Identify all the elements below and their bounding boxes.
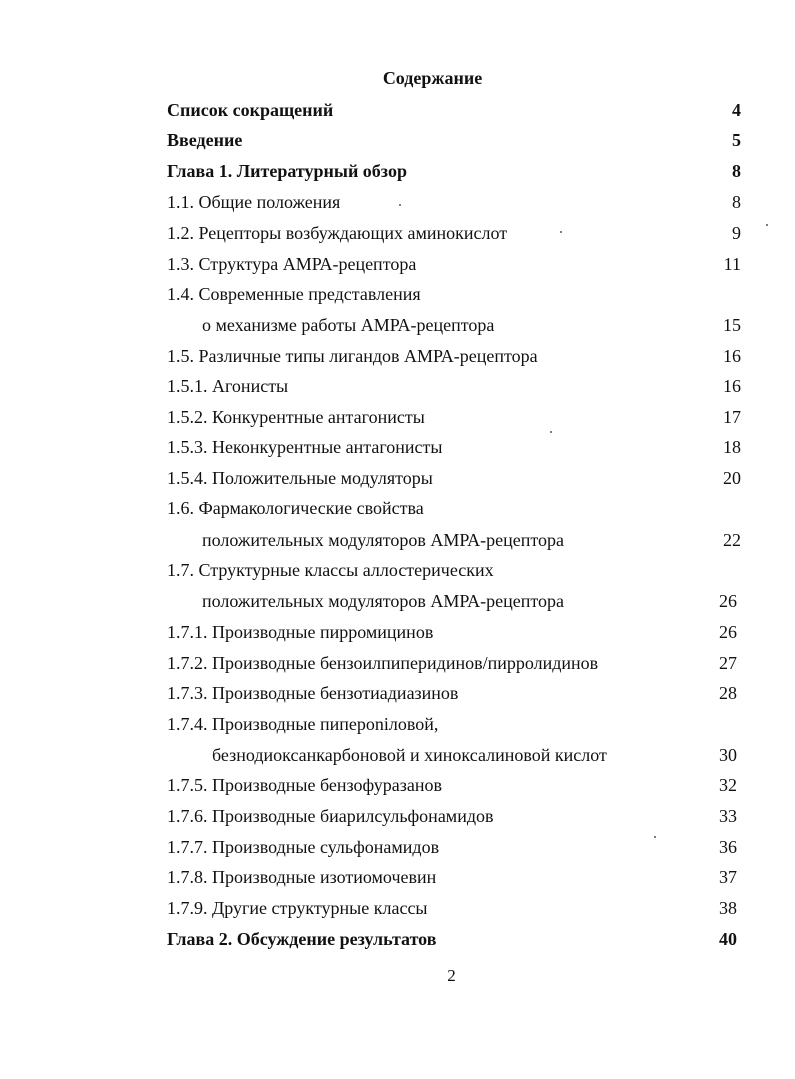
toc-entry-label: Глава 1. Литературный обзор — [167, 161, 407, 181]
toc-entry — [0, 344, 795, 368]
toc-entry-page: 36 — [719, 837, 737, 857]
toc-entry — [0, 221, 795, 245]
toc-entry — [0, 528, 795, 552]
toc-entry-label: 1.5.2. Конкурентные антагонисты — [167, 407, 425, 427]
toc-entry — [0, 374, 795, 398]
toc-entry-label: 1.7.2. Производные бензоилпиперидинов/пирролидинов — [167, 653, 599, 673]
toc-entry-page: 30 — [719, 745, 737, 765]
toc-entry-label: 1.3. Структура АМРА-рецептора — [167, 254, 417, 274]
toc-entry-page: 22 — [723, 530, 741, 550]
scan-speck — [654, 836, 656, 838]
toc-entry — [0, 804, 795, 828]
toc-entry-label: Список сокращений — [167, 100, 334, 120]
toc-entry-page: 20 — [723, 468, 741, 488]
toc-entry-label: 1.6. Фармакологические свойства — [167, 498, 424, 518]
toc-entry — [0, 282, 795, 306]
toc-entry-label: о механизме работы АМРА-рецептора — [202, 315, 495, 335]
toc-entry — [0, 435, 795, 459]
toc-entry — [0, 743, 795, 767]
scan-speck — [399, 204, 401, 206]
toc-entry-page: 16 — [723, 346, 741, 366]
toc-entry-label: положительных модуляторов АМРА-рецептора — [202, 530, 564, 550]
scan-speck — [766, 224, 768, 226]
toc-entry — [0, 927, 795, 951]
toc-entry-label: 1.1. Общие положения — [167, 192, 341, 212]
toc-entry-page: 17 — [723, 407, 741, 427]
toc-entry-label: 1.7.4. Производные пипероniловой, — [167, 714, 439, 734]
toc-entry-page: 11 — [723, 254, 741, 274]
toc-entry-page: 16 — [723, 376, 741, 396]
toc-entry-page: 40 — [719, 929, 737, 949]
toc-entry — [0, 865, 795, 889]
toc-entry — [0, 466, 795, 490]
toc-entry-label: 1.7.5. Производные бензофуразанов — [167, 775, 442, 795]
toc-entry — [0, 651, 795, 675]
toc-entry — [0, 496, 795, 520]
toc-entry — [0, 558, 795, 582]
toc-entry-page: 26 — [719, 591, 737, 611]
page-number: 2 — [447, 966, 456, 985]
toc-entry — [0, 620, 795, 644]
toc-entry — [0, 252, 795, 276]
toc-entry — [0, 313, 795, 337]
toc-entry — [0, 190, 795, 214]
toc-entry-page: 4 — [732, 100, 741, 120]
toc-entry — [0, 896, 795, 920]
toc-entry-label: 1.5. Различные типы лигандов АМРА-рецептора — [167, 346, 538, 366]
toc-entry-label: 1.7. Структурные классы аллостерических — [167, 560, 494, 580]
toc-entry-label: 1.5.1. Агонисты — [167, 376, 289, 396]
toc-entry-page: 27 — [719, 653, 737, 673]
toc-entry-page: 15 — [723, 315, 741, 335]
toc-entry — [0, 159, 795, 183]
toc-entry-label: Введение — [167, 130, 243, 150]
toc-entry — [0, 589, 795, 613]
toc-entry-page: 33 — [719, 806, 737, 826]
toc-entry-label: 1.2. Рецепторы возбуждающих аминокислот — [167, 223, 508, 243]
toc-entry — [0, 773, 795, 797]
toc-entry-page: 18 — [723, 437, 741, 457]
toc-entry-page: 37 — [719, 867, 737, 887]
scan-speck — [550, 431, 552, 433]
toc-entry-label: положительных модуляторов АМРА-рецептора — [202, 591, 564, 611]
toc-entry — [0, 128, 795, 152]
toc-entry-label: Глава 2. Обсуждение результатов — [167, 929, 437, 949]
toc-entry-page: 32 — [719, 775, 737, 795]
toc-entry-page: 8 — [732, 161, 741, 181]
toc-entry-page: 26 — [719, 622, 737, 642]
toc-entry — [0, 405, 795, 429]
toc-entry-page: 9 — [732, 223, 741, 243]
toc-entry — [0, 98, 795, 122]
toc-entry-page: 5 — [732, 130, 741, 150]
scan-speck — [560, 231, 562, 233]
toc-entry-page: 28 — [719, 683, 737, 703]
toc-entry-label: 1.7.6. Производные биарилсульфонамидов — [167, 806, 494, 826]
toc-entry-label: 1.5.3. Неконкурентные антагонисты — [167, 437, 443, 457]
toc-entry-label: 1.7.9. Другие структурные классы — [167, 898, 428, 918]
toc-entry-label: 1.7.8. Производные изотиомочевин — [167, 867, 437, 887]
toc-entry — [0, 712, 795, 736]
toc-entry-label: 1.5.4. Положительные модуляторы — [167, 468, 433, 488]
toc-title: Содержание — [382, 68, 483, 88]
toc-entry-label: 1.7.3. Производные бензотиадиазинов — [167, 683, 459, 703]
toc-entry-page: 8 — [732, 192, 741, 212]
toc-entry — [0, 681, 795, 705]
toc-entry-label: безнодиоксанкарбоновой и хиноксалиновой кислот — [212, 745, 607, 765]
toc-entry — [0, 835, 795, 859]
toc-entry-label: 1.4. Современные представления — [167, 284, 421, 304]
toc-entry-page: 38 — [719, 898, 737, 918]
toc-entry-label: 1.7.7. Производные сульфонамидов — [167, 837, 440, 857]
toc-entry-label: 1.7.1. Производные пирромицинов — [167, 622, 434, 642]
